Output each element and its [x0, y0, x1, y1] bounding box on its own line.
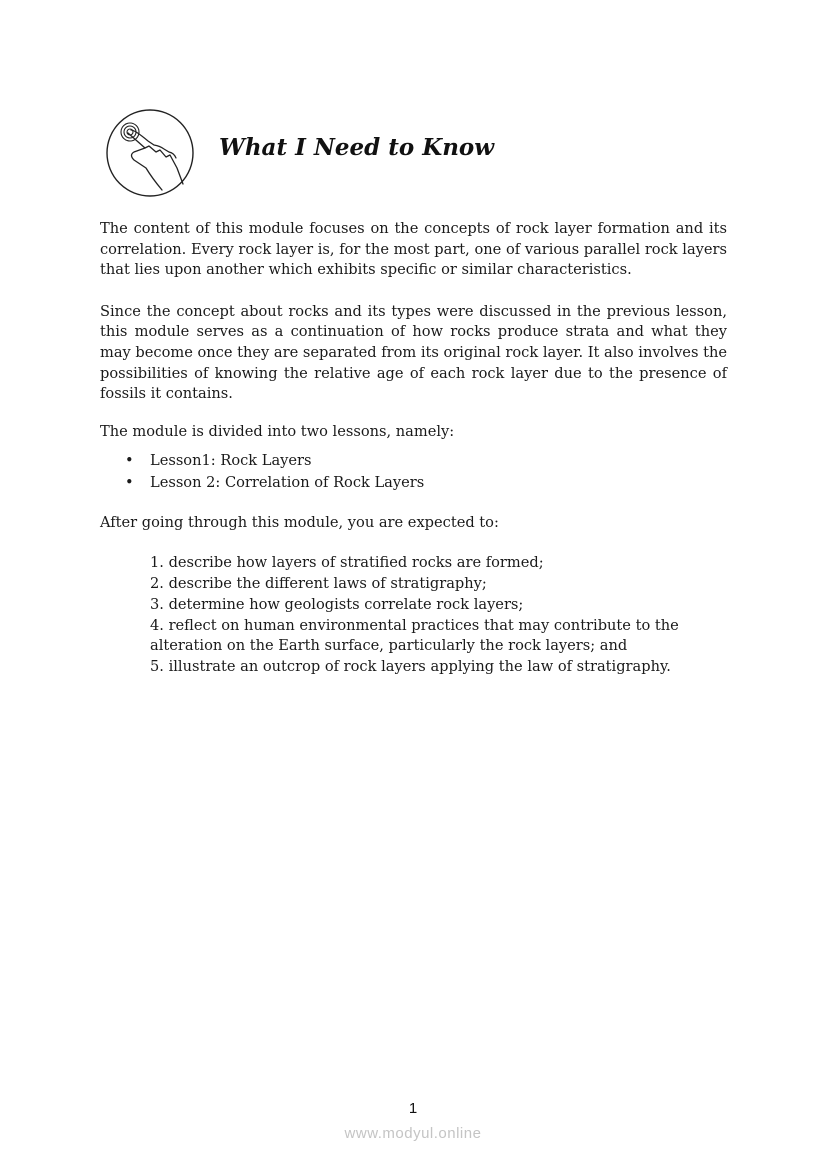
section-title: What I Need to Know: [219, 134, 495, 161]
list-item: 5. illustrate an outcrop of rock layers applying the law of stratigraphy.: [150, 658, 671, 676]
bullet-icon: •: [125, 473, 134, 491]
division-paragraph: The module is divided into two lessons, namely:: [100, 422, 455, 440]
list-item: • Lesson1: Rock Layers: [100, 450, 727, 472]
lesson-list: [100, 450, 727, 493]
list-item: 1. describe how layers of stratified rocks are formed;: [150, 554, 544, 572]
page-number: 1: [408, 1100, 418, 1117]
list-item: alteration on the Earth surface, particularly the rock layers; and: [150, 637, 628, 655]
watermark: www.modyul.online: [344, 1125, 482, 1142]
module-overview: [100, 219, 727, 678]
bullet-icon: •: [125, 452, 134, 470]
continuation-paragraph: Since the concept about rocks and its types were discussed in the previous lesson, this module serves as a continuation of how rocks produce strata and what they may become once they are separated from its original rock layer. It also involves the possibilities of knowing the relative age of each rock layer due to the presence of fossils it contains.: [100, 302, 727, 403]
list-item: 2. describe the different laws of stratigraphy;: [150, 574, 487, 592]
intro-paragraph: The content of this module focuses on the concepts of rock layer formation and its correlation. Every rock layer is, for the most part, one of various parallel rock layers that lies upon another which exhibits specific or similar characteristics.: [100, 220, 727, 279]
list-item: 3. determine how geologists correlate rock layers;: [150, 595, 524, 613]
list-item: • Lesson 2: Correlation of Rock Layers: [100, 472, 727, 494]
objectives-list: [100, 553, 727, 678]
list-item: 4. reflect on human environmental practices that may contribute to the: [150, 616, 679, 634]
touch-hand-icon: [104, 108, 196, 198]
expectations-paragraph: After going through this module, you are expected to:: [100, 513, 499, 531]
